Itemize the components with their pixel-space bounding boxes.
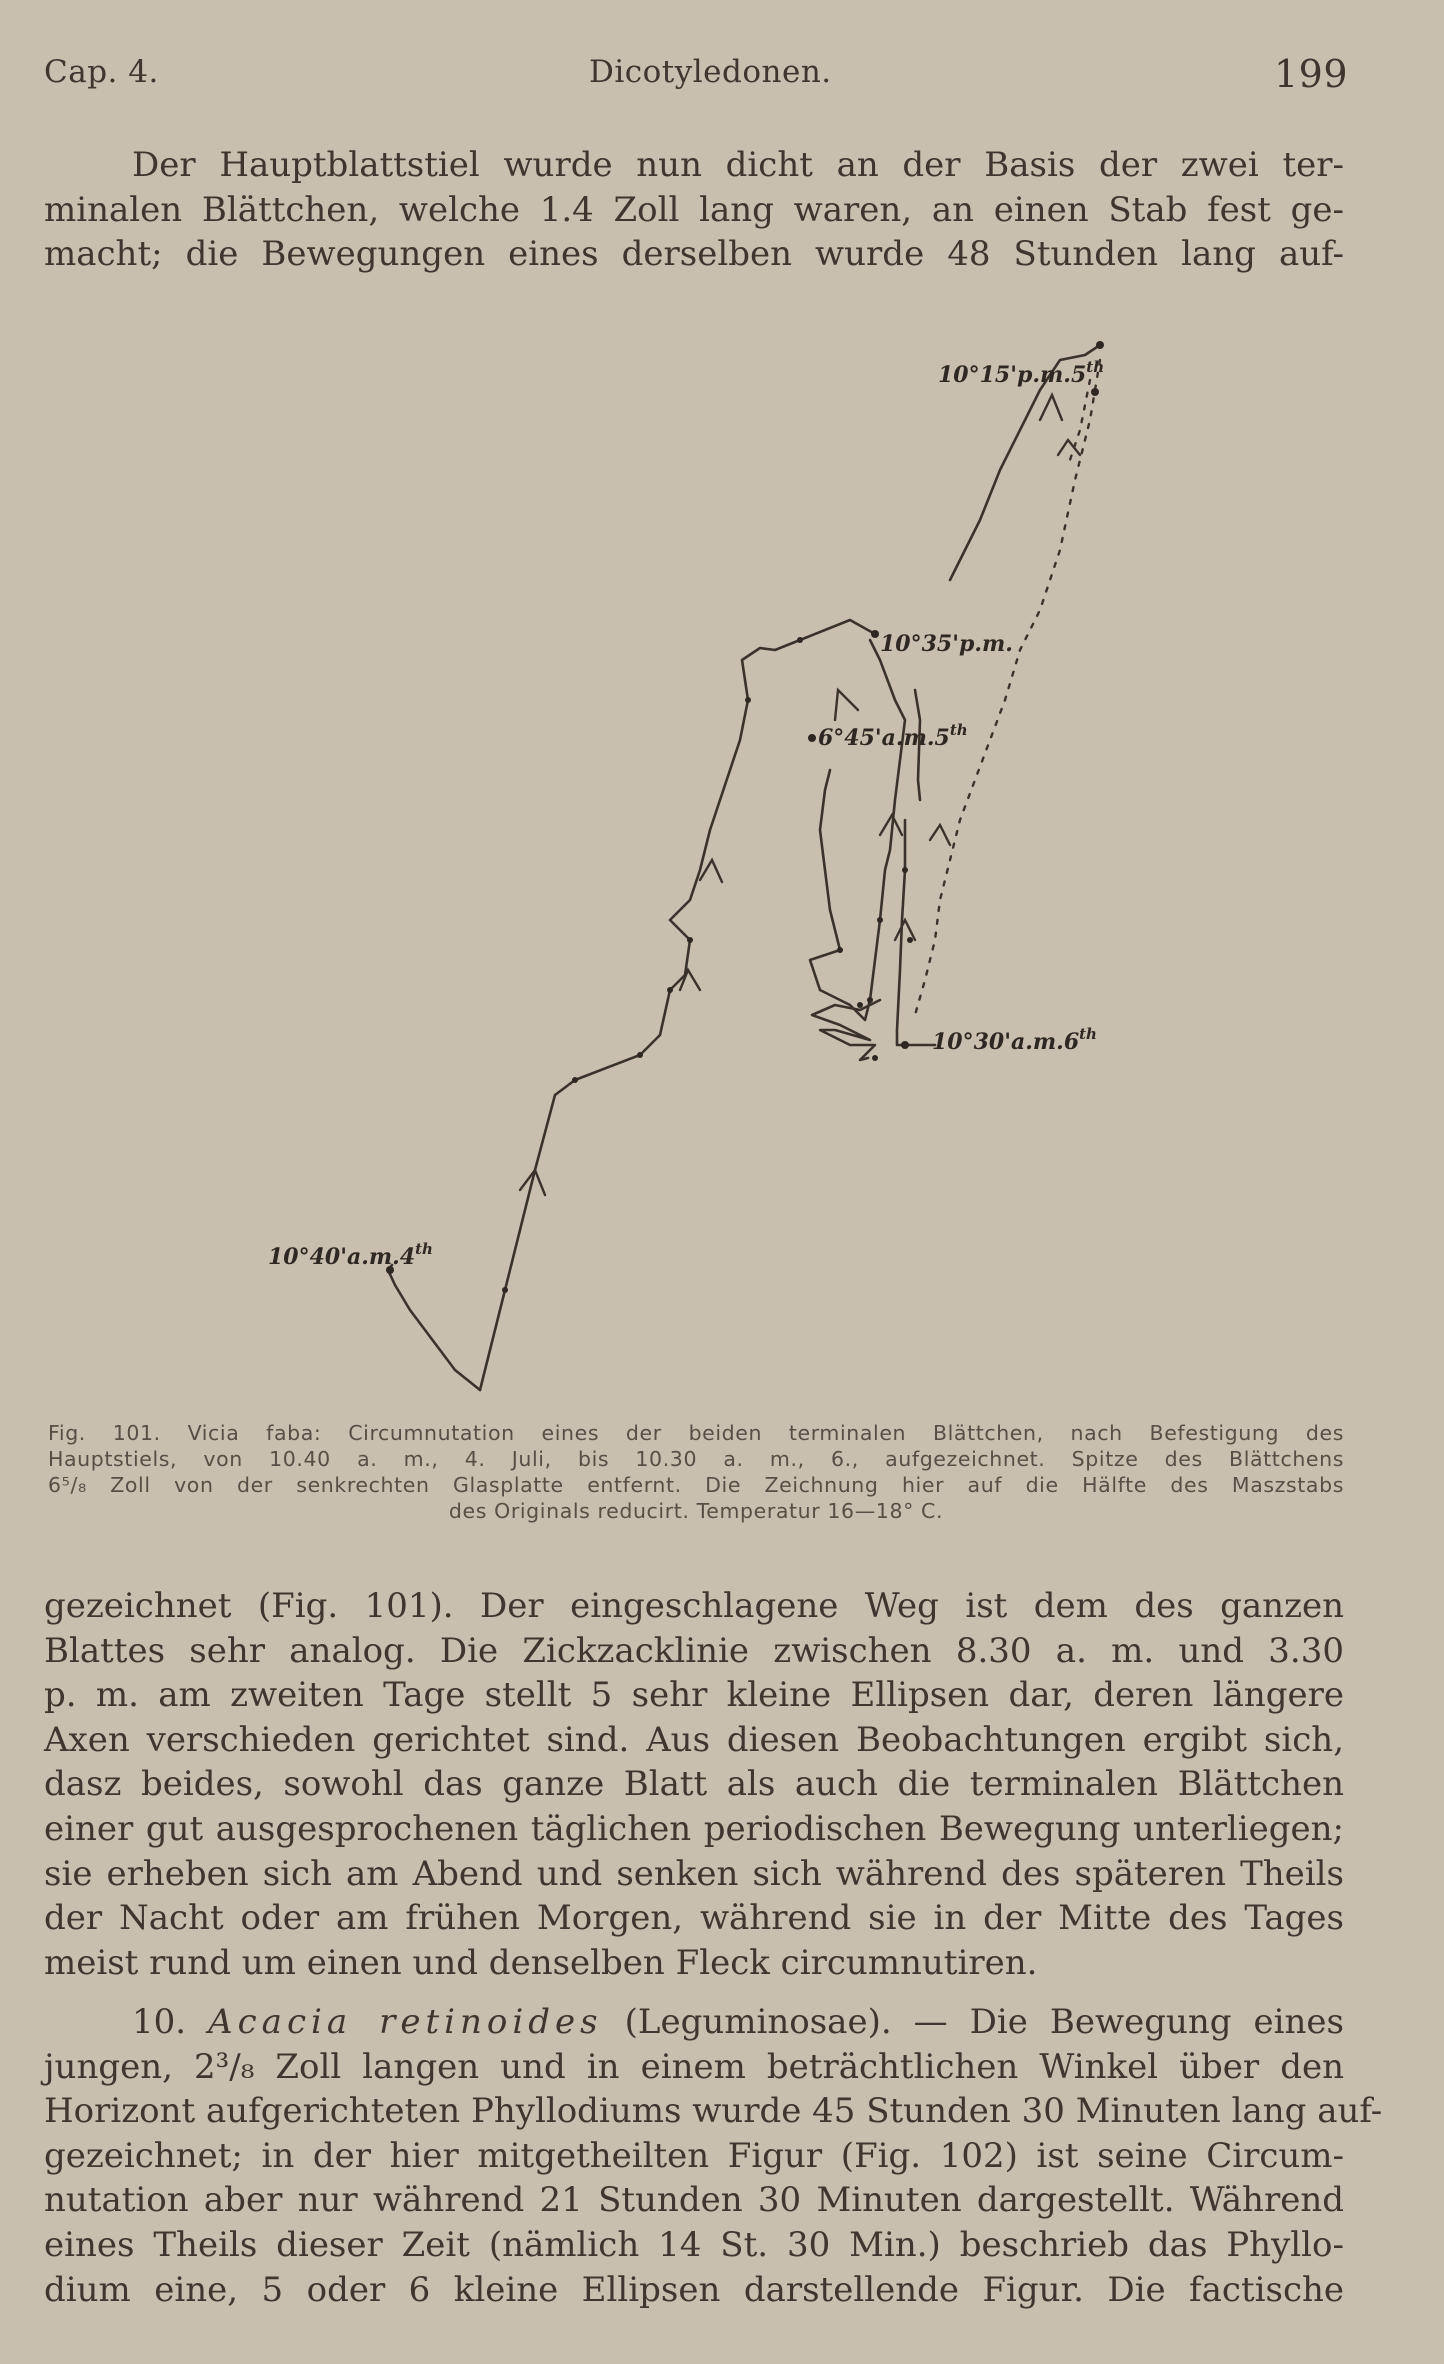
figure-caption: [48, 1420, 1344, 1524]
text-line: eines Theils dieser Zeit (nämlich 14 St. 30 Min.) beschrieb das Phyllo-: [44, 2224, 1344, 2265]
trace-dotted-descent: [915, 360, 1100, 1015]
text-line: einer gut ausgesprochenen täglichen periodischen Bewegung unterliegen;: [44, 1808, 1344, 1849]
arrow-mark: [835, 690, 858, 720]
text-line: [44, 2000, 1344, 2045]
label-6-45-am: 6°45'a.m.5th: [818, 721, 968, 751]
arrow-mark: [700, 860, 722, 882]
trace-solid-lower: [810, 640, 905, 1020]
page-number: 199: [1273, 52, 1348, 96]
text-line: der Nacht oder am frühen Morgen, während sie in der Mitte des Tages: [44, 1898, 1344, 1939]
text-line: dium eine, 5 oder 6 kleine Ellipsen darstellende Figur. Die factische: [44, 2269, 1344, 2310]
chapter-label: Cap. 4.: [44, 54, 159, 90]
trace-solid-cluster: [812, 1000, 880, 1060]
species-name: Acacia retinoides: [208, 2002, 603, 2042]
section-number: 10.: [132, 2002, 187, 2042]
text-line: meist rund um einen und denselben Fleck circumnutiren.: [44, 1942, 1038, 1983]
time-dots: [386, 341, 1104, 1293]
text-segment: (Leguminosae). — Die Bewegung eines: [624, 2002, 1344, 2042]
text-line: sie erheben sich am Abend und senken sich während des späteren Theils: [44, 1853, 1344, 1894]
text-line: gezeichnet (Fig. 101). Der eingeschlagene Weg ist dem des ganzen: [44, 1586, 1344, 1626]
text-line: Axen verschieden gerichtet sind. Aus diesen Beobachtungen ergibt sich,: [44, 1719, 1344, 1760]
caption-line: Fig. 101. Vicia faba: Circumnutation eines der beiden terminalen Blättchen, nach Befestigung des: [48, 1421, 1344, 1445]
arrow-mark: [680, 970, 700, 990]
paragraph-discussion: [44, 1584, 1344, 1985]
text-line: gezeichnet; in der hier mitgetheilten Figur (Fig. 102) ist seine Circum-: [44, 2135, 1344, 2176]
caption-line: 6⁵/₈ Zoll von der senkrechten Glasplatte entfernt. Die Zeichnung hier auf die Hälfte des Maszstabs: [48, 1473, 1344, 1497]
text-line: Blattes sehr analog. Die Zickzacklinie zwischen 8.30 a. m. und 3.30: [44, 1630, 1344, 1671]
text-line: jungen, 2³/₈ Zoll langen und in einem beträchtlichen Winkel über den: [44, 2046, 1344, 2087]
arrow-mark: [1040, 395, 1062, 420]
text-line: macht; die Bewegungen eines derselben wurde 48 Stunden lang auf-: [44, 234, 1344, 275]
section-title: Dicotyledonen.: [589, 54, 832, 90]
text-line: nutation aber nur während 21 Stunden 30 Minuten dargestellt. Während: [44, 2180, 1344, 2221]
text-line: minalen Blättchen, welche 1.4 Zoll lang waren, an einen Stab fest ge-: [44, 189, 1344, 230]
arrow-mark: [895, 920, 915, 940]
arrow-mark: [930, 825, 950, 845]
label-10-30-am: 10°30'a.m.6th: [932, 1025, 1097, 1055]
text-line: dasz beides, sowohl das ganze Blatt als auch die terminalen Blättchen: [44, 1764, 1344, 1805]
text-line: p. m. am zweiten Tage stellt 5 sehr kleine Ellipsen dar, deren längere: [44, 1675, 1344, 1716]
label-10-40-am: 10°40'a.m.4th: [268, 1240, 433, 1270]
arrow-mark: [1058, 440, 1080, 455]
paragraph-acacia: [44, 2000, 1383, 2312]
text-line: Der Hauptblattstiel wurde nun dicht an der Basis der zwei ter-: [132, 145, 1344, 185]
caption-line: Hauptstiels, von 10.40 a. m., 4. Juli, bis 10.30 a. m., 6., aufgezeichnet. Spitze des Blättchens: [48, 1447, 1344, 1471]
text-line: Horizont aufgerichteten Phyllodiums wurde 45 Stunden 30 Minuten lang auf-: [44, 2091, 1383, 2132]
caption-line: des Originals reducirt. Temperatur 16—18° C.: [448, 1499, 944, 1523]
label-10-15-pm: 10°15'p.m.5th: [938, 358, 1105, 388]
trace-solid-ascent: [480, 620, 875, 1390]
label-10-35-pm: 10°35'p.m.: [880, 631, 1013, 657]
trace-solid-day4: [388, 1265, 480, 1390]
